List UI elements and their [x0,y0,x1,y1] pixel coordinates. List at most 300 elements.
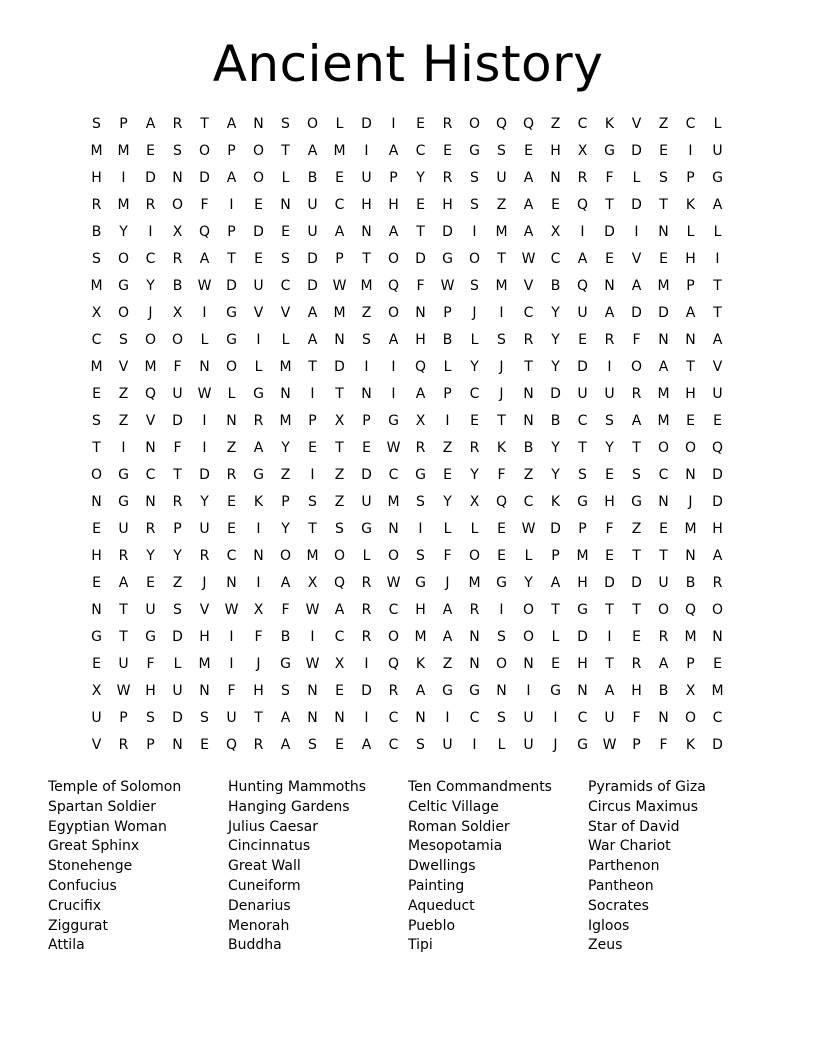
grid-letter: I [202,413,207,429]
grid-letter: E [605,467,614,483]
word-list-item: Dwellings [408,858,476,875]
grid-letter: Q [225,737,238,753]
grid-letter: P [308,413,317,429]
grid-letter: Z [550,116,561,132]
grid-letter: V [712,359,723,375]
word-list-item: Crucifix [48,897,102,914]
grid-letter: G [118,494,129,510]
grid-letter: I [364,656,369,672]
grid-letter: F [659,737,668,753]
word-list-item: Mesopotamia [408,838,503,855]
grid-letter: A [604,305,615,321]
grid-letter: A [631,278,642,294]
grid-letter: P [227,224,236,240]
grid-letter: I [364,143,369,159]
grid-letter: A [145,116,156,132]
grid-letter: U [145,602,156,618]
grid-letter: C [388,602,399,618]
grid-letter: T [497,251,506,267]
grid-letter: Y [551,467,560,483]
grid-letter: Z [172,575,183,591]
grid-letter: Q [711,440,724,456]
grid-letter: O [495,656,508,672]
grid-letter: I [364,710,369,726]
grid-letter: N [469,656,480,672]
grid-letter: H [145,683,156,699]
grid-letter: T [659,548,668,564]
grid-letter: E [308,440,317,456]
grid-letter: C [658,467,669,483]
grid-letter: E [254,251,263,267]
grid-row [83,354,731,381]
grid-letter: Y [524,575,533,591]
grid-letter: L [335,116,344,132]
grid-letter: O [468,116,481,132]
grid-letter: U [712,143,723,159]
grid-letter: U [604,386,615,402]
grid-letter: T [605,656,614,672]
grid-letter: S [308,494,317,510]
grid-letter: R [442,116,453,132]
grid-letter: I [688,143,693,159]
grid-letter: A [334,224,345,240]
grid-letter: C [388,467,399,483]
grid-letter: Y [551,332,560,348]
grid-letter: I [445,413,450,429]
grid-letter: D [550,521,561,537]
grid-letter: P [443,386,452,402]
grid-letter: S [92,251,101,267]
grid-letter: E [686,413,695,429]
grid-letter: R [523,332,534,348]
grid-letter: U [253,278,264,294]
grid-letter: V [91,737,102,753]
grid-letter: A [712,332,723,348]
grid-letter: Q [495,116,508,132]
grid-letter: T [200,116,209,132]
grid-letter: M [90,143,103,159]
grid-letter: G [415,467,426,483]
grid-letter: H [199,629,210,645]
grid-letter: E [146,575,155,591]
grid-letter: Y [200,494,209,510]
grid-letter: N [658,494,669,510]
grid-letter: E [281,224,290,240]
grid-letter: E [524,143,533,159]
grid-letter: I [472,224,477,240]
grid-letter: L [200,332,209,348]
grid-letter: O [387,305,400,321]
grid-letter: A [712,197,723,213]
grid-letter: P [632,737,641,753]
word-list-item: Ziggurat [48,917,108,934]
grid-letter: N [172,170,183,186]
grid-letter: O [387,251,400,267]
grid-letter: R [253,413,264,429]
grid-letter: M [279,359,292,375]
grid-letter: I [526,683,531,699]
grid-letter: C [388,710,399,726]
grid-letter: P [686,656,695,672]
word-list-item: Stonehenge [48,858,133,875]
grid-letter: J [256,656,261,672]
grid-letter: O [522,629,535,645]
grid-letter: Y [551,305,560,321]
grid-letter: N [658,710,669,726]
grid-letter: U [361,494,372,510]
grid-row [83,705,731,732]
grid-letter: J [202,575,207,591]
grid-letter: T [173,467,182,483]
grid-letter: O [684,710,697,726]
grid-letter: I [310,386,315,402]
grid-letter: U [577,386,588,402]
grid-letter: U [172,683,183,699]
grid-letter: G [496,575,507,591]
grid-letter: I [580,224,585,240]
grid-letter: D [631,305,642,321]
grid-letter: Q [387,656,400,672]
grid-letter: Y [551,359,560,375]
grid-letter: H [388,197,399,213]
grid-letter: E [335,683,344,699]
grid-letter: U [604,710,615,726]
grid-letter: M [117,143,130,159]
grid-letter: D [712,494,723,510]
grid-letter: Q [495,494,508,510]
grid-letter: L [173,656,182,672]
grid-letter: E [497,521,506,537]
grid-letter: M [576,548,589,564]
word-list-item: Celtic Village [408,798,499,815]
grid-letter: X [334,656,345,672]
word-list-item: Ten Commandments [408,779,552,795]
grid-letter: I [121,170,126,186]
grid-letter: I [607,359,612,375]
grid-letter: A [280,737,291,753]
grid-letter: X [577,143,588,159]
grid-letter: S [308,737,317,753]
grid-letter: C [91,332,102,348]
grid-letter: K [685,197,696,213]
grid-letter: T [416,224,425,240]
grid-letter: T [308,521,317,537]
grid-letter: T [497,413,506,429]
grid-letter: J [553,737,558,753]
grid-letter: Y [551,440,560,456]
grid-letter: G [577,602,588,618]
grid-letter: T [632,440,641,456]
grid-letter: O [252,170,265,186]
grid-letter: E [551,656,560,672]
grid-letter: T [659,197,668,213]
grid-letter: M [306,548,319,564]
grid-letter: I [391,386,396,402]
grid-letter: R [361,575,372,591]
grid-letter: M [279,413,292,429]
grid-letter: W [440,278,455,294]
grid-letter: E [416,197,425,213]
grid-letter: T [335,386,344,402]
grid-letter: O [171,332,184,348]
word-list-item: War Chariot [588,838,671,855]
page-title: Ancient History [212,35,604,93]
grid-row [83,165,731,192]
grid-letter: X [550,224,561,240]
grid-letter: L [713,116,722,132]
grid-letter: N [91,602,102,618]
word-list-item: Roman Soldier [408,818,510,835]
grid-letter: C [469,386,480,402]
grid-letter: P [686,278,695,294]
grid-row [83,543,731,570]
grid-letter: C [145,251,156,267]
grid-letter: G [361,521,372,537]
grid-letter: X [91,683,102,699]
grid-letter: D [361,683,372,699]
grid-letter: I [607,629,612,645]
grid-letter: R [118,548,129,564]
grid-letter: O [198,143,211,159]
grid-letter: U [523,710,534,726]
grid-letter: V [253,305,264,321]
grid-letter: E [227,494,236,510]
grid-letter: R [631,656,642,672]
grid-letter: A [118,575,129,591]
grid-letter: D [307,251,318,267]
grid-letter: D [334,359,345,375]
grid-letter: Z [334,494,345,510]
grid-letter: E [578,332,587,348]
grid-letter: N [658,332,669,348]
grid-letter: O [279,548,292,564]
grid-letter: I [472,737,477,753]
grid-letter: D [631,197,642,213]
grid-letter: D [226,278,237,294]
grid-letter: M [684,521,697,537]
grid-letter: U [226,710,237,726]
grid-letter: T [119,629,128,645]
grid-letter: Q [576,197,589,213]
grid-letter: Y [281,521,290,537]
grid-letter: E [605,548,614,564]
grid-letter: C [145,467,156,483]
grid-letter: A [523,197,534,213]
grid-letter: K [415,656,426,672]
grid-letter: N [199,359,210,375]
grid-letter: G [577,494,588,510]
grid-letter: A [442,602,453,618]
grid-letter: E [713,656,722,672]
grid-letter: I [391,116,396,132]
grid-letter: K [685,737,696,753]
grid-letter: A [307,143,318,159]
grid-letter: G [577,737,588,753]
grid-letter: X [469,494,480,510]
grid-letter: B [280,629,291,645]
grid-letter: K [550,494,561,510]
grid-letter: Q [387,278,400,294]
grid-letter: H [361,197,372,213]
grid-letter: P [119,710,128,726]
grid-letter: T [686,359,695,375]
word-list-item: Attila [48,937,85,954]
grid-letter: T [119,602,128,618]
grid-letter: S [470,278,479,294]
grid-letter: E [254,197,263,213]
grid-letter: S [605,413,614,429]
grid-letter: T [281,143,290,159]
grid-letter: M [333,305,346,321]
grid-letter: U [577,305,588,321]
grid-row [83,381,731,408]
grid-letter: A [631,413,642,429]
grid-letter: M [711,683,724,699]
grid-letter: I [202,305,207,321]
grid-letter: V [145,413,156,429]
grid-letter: Q [576,278,589,294]
grid-letter: J [148,305,153,321]
grid-letter: R [226,467,237,483]
grid-letter: V [631,251,642,267]
grid-letter: M [198,656,211,672]
grid-letter: L [362,548,371,564]
grid-letter: S [92,413,101,429]
grid-letter: S [470,170,479,186]
grid-letter: D [361,467,372,483]
grid-letter: E [497,548,506,564]
grid-letter: M [657,278,670,294]
grid-letter: O [657,440,670,456]
word-list-item: Confucius [48,877,117,894]
grid-letter: W [386,575,401,591]
grid-letter: S [578,467,587,483]
grid-letter: T [92,440,101,456]
grid-letter: A [658,656,669,672]
grid-letter: K [604,116,615,132]
grid-letter: I [499,305,504,321]
grid-letter: W [305,656,320,672]
grid-letter: H [91,170,102,186]
grid-letter: G [631,494,642,510]
grid-letter: E [92,521,101,537]
grid-letter: L [254,359,263,375]
grid-letter: O [117,305,130,321]
grid-letter: D [361,116,372,132]
grid-letter: F [605,170,614,186]
grid-letter: O [630,359,643,375]
grid-letter: N [550,170,561,186]
grid-letter: N [334,710,345,726]
grid-letter: Y [146,278,155,294]
grid-letter: F [173,359,182,375]
grid-letter: N [334,332,345,348]
grid-letter: S [659,170,668,186]
grid-letter: Y [119,224,128,240]
grid-letter: R [91,197,102,213]
grid-letter: N [145,440,156,456]
grid-letter: D [577,629,588,645]
grid-letter: N [253,116,264,132]
grid-letter: J [499,386,504,402]
grid-letter: S [632,467,641,483]
word-list [48,778,768,956]
grid-letter: P [443,305,452,321]
grid-letter: M [117,197,130,213]
grid-letter: G [469,683,480,699]
grid-letter: I [364,359,369,375]
grid-letter: O [468,251,481,267]
word-list-item: Cincinnatus [228,838,311,855]
grid-letter: R [361,602,372,618]
grid-letter: Q [684,602,697,618]
grid-letter: R [604,332,615,348]
grid-row [83,300,731,327]
grid-letter: M [360,278,373,294]
grid-letter: D [712,737,723,753]
grid-letter: I [391,359,396,375]
grid-letter: V [280,305,291,321]
word-list-item: Cuneiform [228,877,301,894]
grid-letter: L [497,737,506,753]
grid-letter: W [521,251,536,267]
grid-letter: V [118,359,129,375]
grid-letter: Z [334,467,345,483]
grid-letter: D [604,575,615,591]
word-list-item: Socrates [588,897,649,914]
grid-letter: N [415,305,426,321]
grid-letter: A [226,116,237,132]
grid-row [83,732,731,759]
grid-letter: S [146,710,155,726]
grid-letter: U [523,737,534,753]
grid-letter: M [414,629,427,645]
grid-letter: D [172,413,183,429]
grid-letter: N [226,575,237,591]
grid-letter: I [229,656,234,672]
grid-letter: C [469,710,480,726]
grid-row [83,408,731,435]
grid-letter: U [91,710,102,726]
grid-letter: T [362,251,371,267]
grid-letter: S [281,251,290,267]
grid-letter: S [470,197,479,213]
grid-letter: F [281,602,290,618]
grid-letter: G [442,683,453,699]
grid-letter: E [443,467,452,483]
grid-letter: D [172,629,183,645]
grid-letter: O [306,116,319,132]
grid-letter: F [497,467,506,483]
grid-letter: H [604,494,615,510]
grid-letter: A [388,143,399,159]
grid-letter: F [443,548,452,564]
grid-letter: U [658,575,669,591]
grid-letter: L [227,386,236,402]
grid-letter: R [469,602,480,618]
grid-letter: A [523,170,534,186]
grid-letter: N [388,521,399,537]
word-list-item: Tipi [408,937,433,954]
grid-letter: A [253,440,264,456]
grid-letter: O [468,548,481,564]
grid-letter: T [551,602,560,618]
grid-letter: J [688,494,693,510]
grid-letter: O [387,548,400,564]
grid-letter: D [631,575,642,591]
grid-letter: E [200,737,209,753]
word-list-item: Menorah [228,917,290,934]
